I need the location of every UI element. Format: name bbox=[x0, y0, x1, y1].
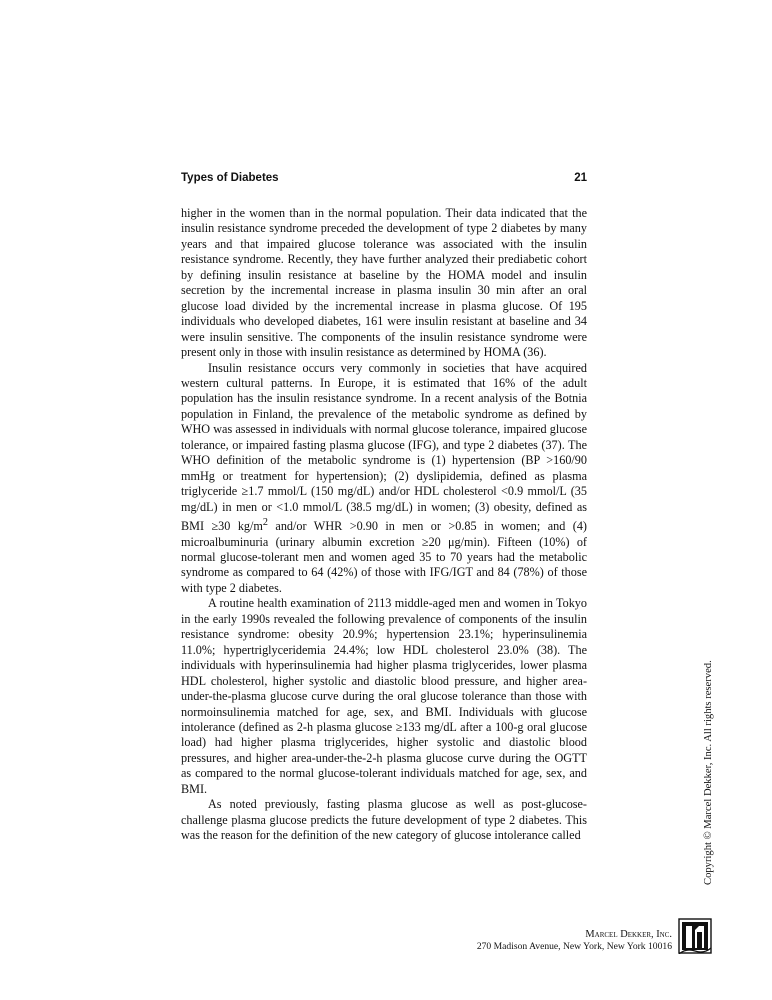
publisher-name: Marcel Dekker, Inc. bbox=[585, 929, 672, 940]
paragraph: Insulin resistance occurs very commonly in societies that have acquired western cultural patterns. In Europe, it is estimated that 16% of the adult population has the insulin resistance syndrome. In a recent analysis of the Botnia population in Finland, the prevalence of the metabolic syndrome as defined by WHO was assessed in individuals with normal glucose tolerance, impaired glucose tolerance, or impaired fasting plasma glucose (IFG), and type 2 diabetes (37). The WHO definition of the metabolic syndrome is (1) hypertension (BP >160/90 mmHg or treatment for hypertension); (2) dyslipidemia, defined as plasma triglyceride ≥1.7 mmol/L (150 mg/dL) and/or HDL cholesterol <0.9 mmol/L (35 mg/dL) in men or <1.0 mmol/L (38.5 mg/dL) in women; (3) obesity, defined as BMI ≥30 $kg/m^2$ and/or WHR >0.90 in men or >0.85 in women; and (4) microalbuminuria (urinary albumin excretion ≥20 μg/min). Fifteen (10%) of normal glucose-tolerant men and women aged 35 to 70 years had the metabolic syndrome as compared to 64 (42%) of those with IFG/IGT and 84 (78%) of those with type 2 diabetes. bbox=[181, 360, 587, 595]
paragraph: As noted previously, fasting plasma glucose as well as post-glucose-challenge plasma glucose predicts the future development of type 2 diabetes. This was the reason for the definition of the new category of glucose intolerance called bbox=[181, 797, 587, 843]
body-text bbox=[181, 206, 587, 844]
publisher-block bbox=[477, 929, 672, 953]
publisher-logo-icon bbox=[678, 918, 712, 954]
paragraph: A routine health examination of 2113 middle-aged men and women in Tokyo in the early 1990s revealed the following prevalence of components of the insulin resistance syndrome: obesity 20.9%; hypertension 23.1%; hyperinsulinemia 11.0%; hypertriglyceridemia 24.4%; low HDL cholesterol 23.0% (38). The individuals with hyperinsulinemia had higher plasma triglycerides, lower plasma HDL cholesterol, higher systolic and diastolic blood pressure, and higher area-under-the-plasma glucose curve during the oral glucose tolerance than those with normoinsulinemia matched for age, sex, and BMI. Individuals with glucose intolerance (defined as 2-h plasma glucose ≥133 mg/dL after a 100-g oral glucose load) had higher plasma triglycerides, higher systolic and diastolic blood pressures, and higher area-under-the-2-h plasma glucose curve during the OGTT as compared to the normal glucose-tolerant individuals matched for age, sex, and BMI. bbox=[181, 596, 587, 796]
copyright-notice: Copyright © Marcel Dekker, Inc. All rights reserved. bbox=[703, 660, 714, 885]
page-number: 21 bbox=[574, 172, 587, 184]
chapter-title: Types of Diabetes bbox=[181, 172, 279, 184]
paragraph: higher in the women than in the normal population. Their data indicated that the insulin resistance syndrome preceded the development of type 2 diabetes by many years and that impaired glucose tolerance was associated with the insulin resistance syndrome. Recently, they have further analyzed their prediabetic cohort by defining insulin resistance at baseline by the HOMA model and insulin secretion by the incremental increase in plasma insulin 30 min after an oral glucose load divided by the incremental increase in plasma glucose. Of 195 individuals who developed diabetes, 161 were insulin resistant at baseline and 34 were insulin sensitive. The components of the insulin resistance syndrome were present only in those with insulin resistance as determined by HOMA (36). bbox=[181, 206, 587, 360]
publisher-address: 270 Madison Avenue, New York, New York 10016 bbox=[476, 941, 672, 952]
